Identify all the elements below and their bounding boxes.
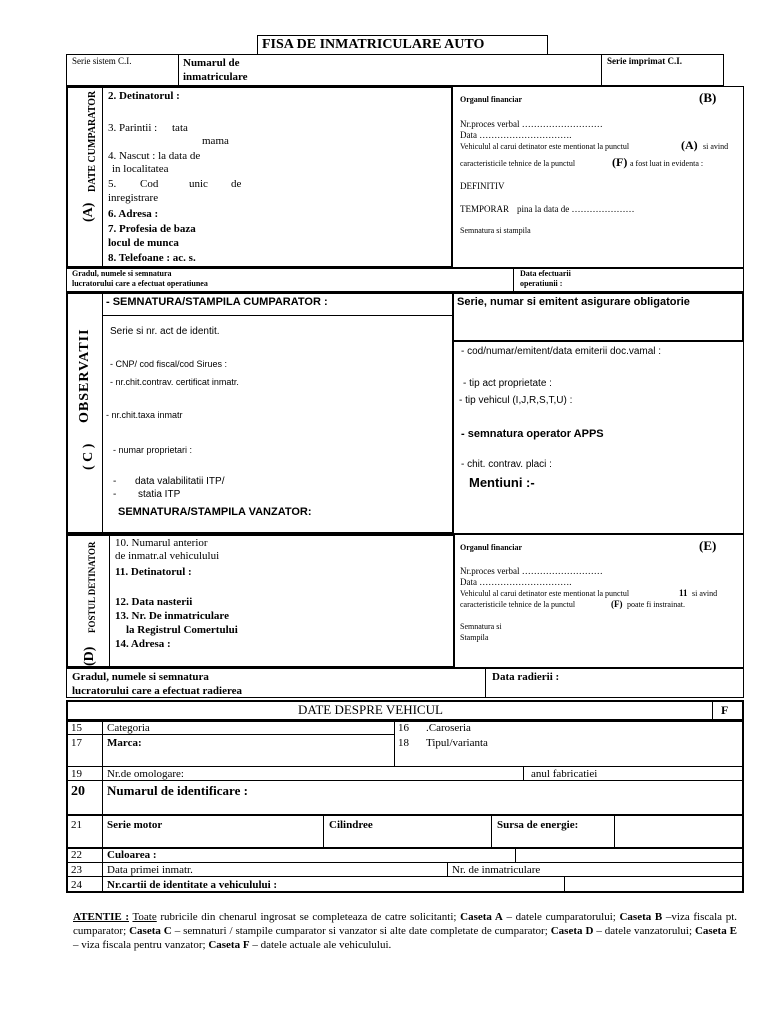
r21-serie-motor: Serie motor [107,819,163,831]
e-veh-1a: Vehiculul al carui detinator este mentionat la punctul [460,589,630,598]
r19-omologare: Nr.de omologare: [107,768,184,780]
r17-marca: Marca: [107,737,142,749]
r24-carte-identitate: Nr.cartii de identitate a vehiculului : [107,879,278,891]
a-tata: tata [172,122,188,134]
atentie-caseta-f: Caseta F [208,938,250,951]
atentie-text-4: – semnaturi / stampile cumparator si vanzator si alte date completate de cumparator; [171,924,551,937]
a-de-word: de [231,178,242,190]
r15-categoria: Categoria [107,722,150,734]
atentie-text-5: – datele vanzatorului; [593,924,695,937]
page-title: FISA DE INMATRICULARE AUTO [262,37,485,52]
r15-num: 15 [71,722,82,734]
r17-num: 17 [71,737,82,749]
b-veh-1c: si avind [703,142,729,151]
r23-num: 23 [71,864,82,876]
numarul-label-2: inmatriculare [183,71,248,83]
d-nr-inmatriculare: 13. Nr. De inmatriculare [115,610,229,622]
e-stampila: Stampila [460,633,489,642]
box-a-side-label: DATE CUMPARATOR [87,90,98,192]
box-c-side-label: OBSERVATII [77,328,92,423]
c-serie-asigurare: Serie, numar si emitent asigurare obligatorie [457,296,690,308]
a-locul-munca: locul de munca [108,237,179,249]
e-veh-2a: caracteristicile tehnice de la punctul [460,600,576,609]
atentie-text-6: – viza fiscala pentru vanzator; [73,938,209,951]
e-veh-2b: (F) [611,599,623,609]
c-serie-act: Serie si nr. act de identit. [110,326,220,337]
atentie-caseta-b: Caseta B [619,911,663,923]
b-veh-2c: a fost luat in evidenta : [630,159,704,168]
box-b-letter: (B) [699,90,717,105]
a-localitatea: in localitatea [112,163,169,175]
data-radierii: Data radierii : [492,671,560,683]
anul-fabricatiei: anul fabricatiei [531,768,598,780]
c-nr-proprietari: - numar proprietari : [113,445,193,455]
e-organul: Organul financiar [460,543,523,552]
grad1-line2: lucratorului care a efectuat operatiunea [72,279,208,288]
box-a-letter: (A) [81,202,96,222]
b-veh-2a: caracteristicile tehnice de la punctul [460,159,576,168]
c-cnp: - CNP/ cod fiscal/cod Sirues : [110,359,228,369]
atentie-text-3: –viza fiscala pt. cumparator; [73,911,738,937]
data-efectuarii-2: operatiunii : [520,279,563,288]
a-telefoane: 8. Telefoane : ac. s. [108,252,196,264]
a-profesia: 7. Profesia de baza [108,223,196,235]
e-veh-2c: poate fi instrainat. [627,600,685,609]
d-registrul: la Registrul Comertului [126,624,238,636]
c-itp-dash-2: - [113,489,117,500]
serie-sistem-label: Serie sistem C.I. [72,56,132,66]
d-inmatr-vehicul: de inmatr.al vehiculului [115,550,220,562]
d-data-nasterii: 12. Data nasterii [115,596,193,608]
r18-num: 18 [398,737,409,749]
box-e-letter: (E) [699,538,717,553]
b-semnatura: Semnatura si stampila [460,226,531,235]
a-cod-5: 5. [108,178,117,190]
c-tip-act: - tip act proprietate : [463,378,552,389]
e-nrproces: Nr.proces verbal ……………………… [460,566,603,576]
c-cod-vamal: - cod/numar/emitent/data emiterii doc.vamal : [461,346,662,357]
atentie-text-1: rubricile din chenarul ingrosat se completeaza de catre solicitanti; [156,911,461,923]
b-data: Data …………………………. [460,130,572,140]
c-chit-taxa: - nr.chit.taxa inmatr [106,410,183,420]
a-cod-word: Cod [140,178,159,190]
r20-num: 20 [71,784,85,799]
grad2-line1: Gradul, numele si semnatura [72,671,209,683]
b-definitiv: DEFINITIV [460,181,505,191]
r16-num: 16 [398,722,409,734]
b-veh-1b: (A) [681,138,698,152]
grad2-line2: lucratorului care a efectuat radierea [72,685,243,697]
box-f-letter: F [721,703,729,717]
atentie-caseta-a: Caseta A [460,911,503,923]
sursa-energie: Sursa de energie: [497,819,579,831]
nr-inmatriculare: Nr. de inmatriculare [452,864,541,876]
r23-data-primei: Data primei inmatr. [107,864,193,876]
r18-tipul: Tipul/varianta [426,737,488,749]
b-nrproces: Nr.proces verbal ……………………… [460,119,603,129]
box-d-letter: (D) [82,646,97,666]
a-nascut: 4. Nascut : la data de [108,150,201,162]
e-veh-1c: si avind [692,589,718,598]
d-detinatorul: 11. Detinatorul : [115,566,192,578]
d-numarul-anterior: 10. Numarul anterior [115,537,208,549]
numarul-label-1: Numarul de [183,57,240,69]
c-itp-statia: statia ITP [138,489,181,500]
c-tip-vehicul: - tip vehicul (I,J,R,S,T,U) : [459,395,573,406]
r21-num: 21 [71,819,82,831]
a-detinatorul: 2. Detinatorul : [108,90,180,102]
c-semn-apps: - semnatura operator APPS [461,428,604,440]
serie-imprimat-label: Serie imprimat C.I. [607,56,682,66]
c-itp-dash-1: - [113,476,117,487]
b-veh-2b: (F) [612,155,628,169]
a-unic-word: unic [189,178,208,190]
c-mentiuni: Mentiuni :- [469,475,535,490]
vehicle-header-title: DATE DESPRE VEHICUL [298,702,443,717]
b-organul: Organul financiar [460,95,523,104]
a-parintii: 3. Parintii : [108,122,158,134]
e-veh-1b: 11 [679,588,688,598]
a-adresa: 6. Adresa : [108,208,159,220]
r20-identificare: Numarul de identificare : [107,783,248,798]
r19-num: 19 [71,768,82,780]
c-chit-placi: - chit. contrav. placi : [461,459,552,470]
c-semn-vanzator: SEMNATURA/STAMPILA VANZATOR: [118,506,312,518]
d-adresa: 14. Adresa : [115,638,171,650]
data-efectuarii-1: Data efectuarii [520,269,571,278]
atentie-note [73,911,737,952]
a-mama: mama [202,135,229,147]
atentie-text-7: – datele actuale ale vehiculului. [249,938,392,951]
atentie-text-2: – datele cumparatorului; [502,911,620,923]
a-inregistrare: inregistrare [108,192,159,204]
atentie-caseta-d: Caseta D [550,924,594,937]
r22-num: 22 [71,849,82,861]
r24-num: 24 [71,879,82,891]
c-semn-cumparator: - SEMNATURA/STAMPILA CUMPARATOR : [106,296,328,308]
atentie-label: ATENTIE : [73,911,130,923]
box-d-side-label: FOSTUL DETINATOR [87,541,97,633]
atentie-caseta-e: Caseta E [694,924,738,937]
grad1-line1: Gradul, numele si semnatura [72,269,172,278]
c-itp-data: data valabilitatii ITP/ [135,476,225,487]
r22-culoarea: Culoarea : [107,849,157,861]
r16-caroseria: .Caroseria [426,722,471,734]
c-chit-cert: - nr.chit.contrav. certificat inmatr. [110,377,239,387]
e-data: Data …………………………. [460,577,572,587]
atentie-toate: Toate [132,911,157,923]
cilindree: Cilindree [329,819,373,831]
b-temporar: TEMPORAR [460,204,510,214]
b-temporar-date: pina la data de ………………… [517,204,635,214]
b-veh-1a: Vehiculul al carui detinator este mentionat la punctul [460,142,630,151]
atentie-caseta-c: Caseta C [129,924,172,937]
e-semnatura: Semnatura si [460,622,502,631]
box-c-letter: ( C ) [81,443,96,470]
